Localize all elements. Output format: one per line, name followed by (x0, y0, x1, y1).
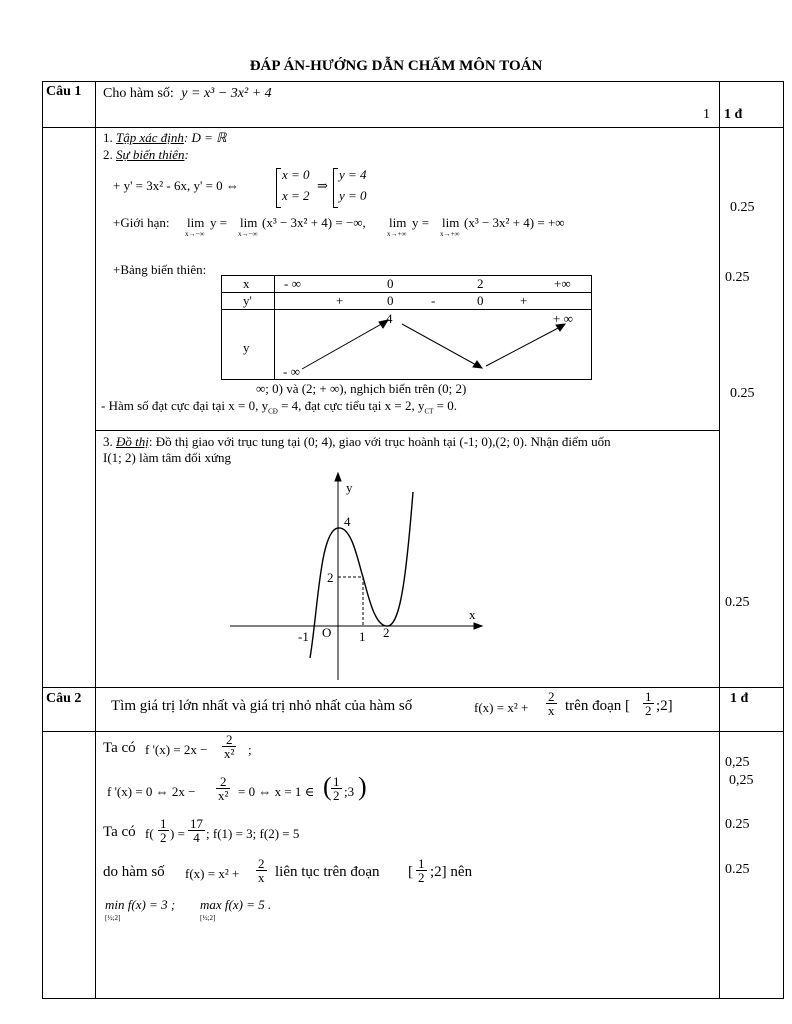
frac-numerator: 1 (645, 689, 652, 704)
variation-table-label: +Bảng biến thiên: (113, 262, 207, 277)
bbt-y-pos-inf: + ∞ (553, 311, 573, 326)
frac-denominator: 2 (418, 870, 425, 885)
line3-prefix: Ta có (103, 824, 136, 840)
max-subscript: [½;2] (200, 914, 216, 922)
frac-numerator: 1 (333, 774, 340, 789)
extrema-part-3: = 0. (433, 398, 457, 413)
question-2-frac-2-x (546, 690, 557, 717)
bbt-yp-plus-2: + (520, 293, 528, 308)
question-2-range-end: ;2] (656, 698, 673, 714)
frac-numerator: 2 (216, 775, 230, 789)
extrema-text (101, 398, 457, 416)
bbt-yp-zero-2: 0 (477, 293, 484, 308)
score-1-4: 0.25 (725, 595, 750, 610)
limit-1-mid: y = (210, 215, 228, 230)
variation-number: 2. (103, 147, 113, 162)
min-subscript: [½;2] (105, 914, 121, 922)
system-2-row-2: y = 0 (339, 188, 367, 203)
graph-text-1: : Đồ thị giao với trục tung tại (0; 4), giao với trục hoành tại (-1; 0),(2; 0). Nhận điểm uốn (148, 434, 611, 449)
bbt-x-two: 2 (477, 276, 484, 291)
line2-paren-close: ) (358, 772, 367, 801)
y-axis-arrow (335, 473, 341, 481)
graph-description-1 (103, 434, 611, 450)
frac-denominator: 2 (645, 703, 652, 718)
line1-expr: f '(x) = 2x − (145, 742, 208, 757)
score-1-1: 0.25 (730, 200, 755, 215)
min-expression: min f(x) = 3 ; (105, 897, 176, 912)
bbt-yp-label: y' (243, 293, 252, 308)
arrow-head-2 (473, 361, 482, 368)
function-graph (220, 470, 490, 685)
frac-numerator: 2 (258, 856, 265, 871)
limit-1-word: lim (187, 215, 205, 230)
graph-label: Đồ thị (116, 434, 149, 449)
line3-frac-half (158, 817, 169, 844)
bbt-x-label: x (243, 276, 250, 291)
graph-x-label: x (469, 607, 476, 622)
variation-table (220, 274, 594, 382)
limit-4-expr: (x³ − 3x² + 4) = +∞ (464, 215, 565, 230)
frac-denominator: x² (224, 746, 235, 761)
increasing-arrow-2 (486, 326, 562, 366)
question-1-text (103, 86, 272, 102)
line3-b: ) = (170, 826, 185, 841)
max-expression: max f(x) = 5 . (200, 897, 272, 912)
limits-label: +Giới hạn: (113, 215, 170, 230)
line3-a: f( (145, 826, 154, 841)
extrema-sub-cd: CĐ (268, 407, 278, 416)
line4-close: ;2] nên (430, 864, 473, 880)
score-1-2: 0.25 (725, 270, 750, 285)
frac-denominator: 4 (193, 830, 200, 845)
variation-label: Sự biến thiên (116, 147, 185, 162)
graph-description-2: I(1; 2) làm tâm đối xứng (103, 450, 231, 465)
graph-label-two-y: 2 (327, 570, 334, 585)
question-2-prompt: Tìm giá trị lớn nhất và giá trị nhỏ nhất của hàm số (111, 698, 413, 714)
bbt-y-neg-inf: - ∞ (283, 364, 300, 379)
system-1-row-2: x = 2 (282, 188, 310, 203)
system-1-row-1: x = 0 (282, 167, 310, 182)
graph-label-one: 1 (359, 629, 366, 644)
limit-3-word: lim (389, 215, 407, 230)
line4-func: f(x) = x² + (185, 866, 240, 881)
question-2-frac-1-2 (643, 690, 654, 717)
limit-4-word: lim (442, 215, 460, 230)
bbt-y-four: 4 (386, 311, 393, 326)
frac-denominator: 2 (160, 830, 167, 845)
frac-denominator: x (548, 703, 555, 718)
domain-value: : D = ℝ (183, 130, 227, 145)
bbt-yp-zero-1: 0 (387, 293, 394, 308)
limit-3-mid: y = (412, 215, 430, 230)
implies-symbol: ⇒ (317, 178, 328, 193)
limit-2-word: lim (240, 215, 258, 230)
graph-label-four: 4 (344, 514, 351, 529)
line3-frac-17-4 (188, 817, 205, 844)
line2-paren-open: ( (323, 772, 332, 801)
bbt-y-label: y (243, 340, 250, 355)
variation-colon: : (184, 147, 189, 162)
question-2-points: 1 đ (730, 691, 749, 706)
frac-denominator: x² (218, 788, 229, 803)
line3-c: ; f(1) = 3; f(2) = 5 (206, 826, 300, 841)
limit-4-sub: x→+∞ (440, 230, 460, 238)
page-title: ĐÁP ÁN-HƯỚNG DẪN CHẤM MÔN TOÁN (249, 58, 543, 74)
bbt-x-neg-inf: - ∞ (284, 276, 301, 291)
question-1-function: y = x³ − 3x² + 4 (181, 86, 272, 101)
line2-mid: = 0 ⇔ x = 1 ∈ (238, 784, 315, 799)
frac-numerator: 1 (160, 816, 167, 831)
derivative-line: + y' = 3x² - 6x, y' = 0 ⇔ (113, 178, 239, 193)
x-axis-arrow (474, 623, 482, 629)
question-2-range: trên đoạn [ (565, 698, 630, 714)
line4-open: [ (408, 864, 413, 880)
line4-frac-half (416, 857, 427, 884)
system-2-row-1: y = 4 (339, 167, 367, 182)
line2-interval-end: ;3 (344, 784, 355, 799)
graph-number: 3. (103, 434, 113, 449)
frac-numerator: 2 (548, 689, 555, 704)
extrema-sub-ct: CT (424, 407, 434, 416)
domain-number: 1. (103, 130, 113, 145)
frac-numerator: 2 (222, 733, 236, 747)
graph-label-origin: O (322, 625, 332, 640)
line4-frac (256, 857, 267, 884)
question-1-points: 1 đ (724, 107, 743, 122)
question-1-label: Câu 1 (46, 84, 82, 99)
extrema-part-2: = 4, đạt cực tiểu tại x = 2, y (277, 398, 425, 413)
line1-end: ; (248, 742, 252, 757)
score-1-3: 0.25 (730, 386, 755, 401)
system-bracket-1 (276, 168, 281, 208)
line4-mid: liên tục trên đoạn (275, 864, 380, 880)
line2-frac (216, 775, 230, 802)
score-2-4: 0.25 (725, 862, 750, 877)
score-2-3: 0.25 (725, 817, 750, 832)
frac-numerator: 1 (418, 856, 425, 871)
bbt-yp-plus-1: + (336, 293, 344, 308)
bbt-yp-minus: - (431, 293, 436, 308)
extrema-part-1: - Hàm số đạt cực đại tại x = 0, y (101, 398, 269, 413)
line1-prefix: Ta có (103, 740, 136, 756)
monotonic-text: ∞; 0) và (2; + ∞), nghịch biến trên (0; 2) (256, 381, 467, 396)
variation-heading (103, 147, 189, 163)
decreasing-arrow (402, 324, 478, 366)
graph-y-label: y (346, 480, 353, 495)
line4-prefix: do hàm số (103, 864, 165, 880)
limit-3-sub: x→+∞ (387, 230, 407, 238)
limit-2-expr: (x³ − 3x² + 4) = −∞, (262, 215, 366, 230)
frac-denominator: x (258, 870, 265, 885)
domain-line (103, 130, 226, 146)
question-2-function: f(x) = x² + (474, 700, 529, 715)
question-2-label: Câu 2 (46, 691, 82, 706)
bbt-x-zero: 0 (387, 276, 394, 291)
limit-2-sub: x→−∞ (238, 230, 258, 238)
frac-denominator: 2 (333, 788, 340, 803)
score-2-2: 0,25 (729, 773, 754, 788)
frac-numerator: 17 (190, 816, 203, 831)
system-bracket-2 (333, 168, 338, 208)
line2-expr: f '(x) = 0 ⇔ 2x − (107, 784, 196, 799)
bbt-x-pos-inf: +∞ (554, 276, 571, 291)
increasing-arrow-1 (302, 322, 385, 369)
line1-frac (222, 733, 236, 760)
graph-label-neg-one: -1 (298, 629, 309, 644)
page-number: 1 (703, 107, 710, 122)
domain-label: Tập xác định (116, 130, 184, 145)
line2-interval-frac (331, 775, 342, 802)
graph-label-two-x: 2 (383, 625, 390, 640)
limit-1-sub: x→−∞ (185, 230, 205, 238)
question-1-prompt: Cho hàm số: (103, 86, 174, 101)
score-2-1: 0,25 (725, 755, 750, 770)
